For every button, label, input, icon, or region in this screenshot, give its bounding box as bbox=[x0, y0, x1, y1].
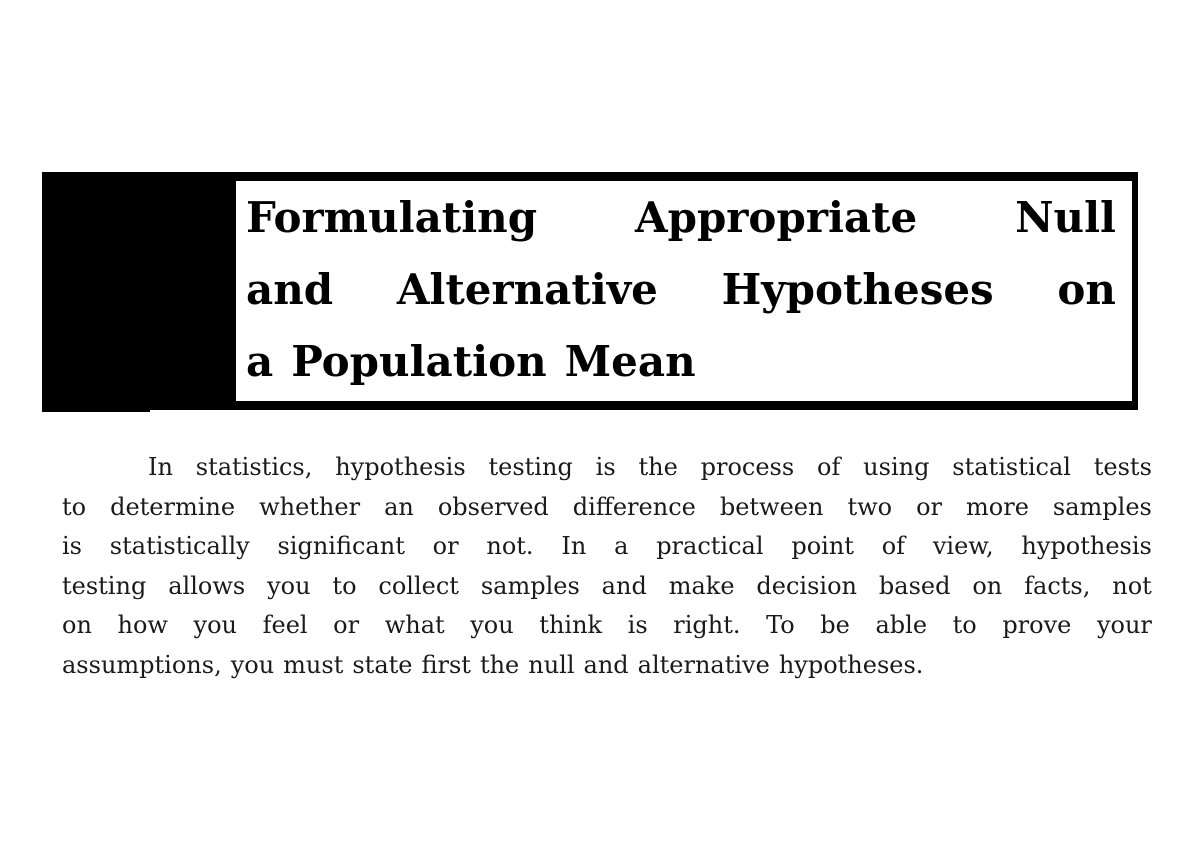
word: how bbox=[117, 611, 168, 639]
word: an bbox=[384, 492, 414, 521]
word: difference bbox=[572, 492, 696, 521]
word: point bbox=[791, 532, 854, 560]
word: is bbox=[595, 453, 616, 481]
word: Formulating bbox=[246, 193, 538, 242]
word: collect bbox=[378, 571, 459, 600]
paragraph-line-6 bbox=[62, 646, 1152, 686]
word: or bbox=[916, 492, 943, 521]
word: determine bbox=[110, 492, 236, 521]
word: testing bbox=[488, 453, 573, 481]
word: Null bbox=[1015, 193, 1116, 242]
word: you bbox=[267, 571, 311, 600]
word: not bbox=[1112, 571, 1152, 600]
word: or bbox=[333, 611, 360, 639]
word: what bbox=[384, 611, 445, 639]
paragraph-line-1 bbox=[62, 448, 1152, 488]
word: using bbox=[863, 453, 930, 481]
word: your bbox=[1096, 611, 1152, 639]
title-line-3 bbox=[246, 326, 1116, 398]
word: on bbox=[972, 571, 1003, 600]
word: hypothesis bbox=[1021, 532, 1152, 560]
word: Mean bbox=[564, 337, 696, 386]
word: you bbox=[193, 611, 238, 639]
word: hypothesis bbox=[335, 453, 466, 481]
word: In bbox=[148, 453, 173, 481]
word: statistically bbox=[109, 532, 250, 560]
word: statistics, bbox=[195, 453, 313, 481]
word: observed bbox=[437, 492, 549, 521]
word: the bbox=[479, 650, 520, 679]
word: decision bbox=[756, 571, 857, 600]
word: be bbox=[820, 611, 850, 639]
word: and bbox=[246, 265, 334, 314]
title-line-1 bbox=[246, 182, 1116, 254]
word: of bbox=[881, 532, 906, 560]
word: Appropriate bbox=[634, 193, 918, 242]
word: feel bbox=[262, 611, 308, 639]
word: between bbox=[719, 492, 824, 521]
word: Hypotheses bbox=[721, 265, 994, 314]
word: samples bbox=[480, 571, 580, 600]
word: alternative bbox=[637, 650, 770, 679]
word: To bbox=[766, 611, 795, 639]
word: a bbox=[246, 337, 274, 386]
word: on bbox=[62, 611, 92, 639]
word: think bbox=[539, 611, 603, 639]
word: and bbox=[601, 571, 647, 600]
word: right. bbox=[673, 611, 741, 639]
word: able bbox=[875, 611, 928, 639]
word: statistical bbox=[952, 453, 1071, 481]
word: the bbox=[638, 453, 678, 481]
word: to bbox=[62, 492, 87, 521]
word: make bbox=[668, 571, 735, 600]
word: first bbox=[421, 650, 471, 679]
word: based bbox=[878, 571, 951, 600]
title-line-2 bbox=[246, 254, 1116, 326]
word: tests bbox=[1093, 453, 1152, 481]
word: not. bbox=[486, 532, 534, 560]
word: or bbox=[432, 532, 459, 560]
word: allows bbox=[168, 571, 246, 600]
word: you bbox=[470, 611, 514, 639]
word: In bbox=[561, 532, 587, 560]
word: on bbox=[1057, 265, 1116, 314]
word: is bbox=[627, 611, 648, 639]
word: process bbox=[700, 453, 795, 481]
word: Population bbox=[291, 337, 547, 386]
paragraph-line-2 bbox=[62, 488, 1152, 528]
word: a bbox=[614, 532, 629, 560]
word: significant bbox=[277, 532, 405, 560]
word: to bbox=[332, 571, 357, 600]
word: prove bbox=[1002, 611, 1072, 639]
word: you bbox=[230, 650, 275, 679]
paragraph-line-3 bbox=[62, 527, 1152, 567]
word: more bbox=[966, 492, 1029, 521]
word: hypotheses. bbox=[778, 650, 924, 679]
word: and bbox=[583, 650, 629, 679]
word: view, bbox=[932, 532, 994, 560]
paragraph-line-4 bbox=[62, 567, 1152, 607]
word: facts, bbox=[1024, 571, 1091, 600]
intro-paragraph bbox=[62, 448, 1152, 685]
word: assumptions, bbox=[62, 650, 222, 679]
word: of bbox=[817, 453, 841, 481]
word: testing bbox=[62, 571, 147, 600]
word: two bbox=[847, 492, 893, 521]
paragraph-line-5 bbox=[62, 606, 1152, 646]
word: null bbox=[528, 650, 575, 679]
word: practical bbox=[656, 532, 764, 560]
word: state bbox=[352, 650, 413, 679]
word: whether bbox=[259, 492, 361, 521]
word: must bbox=[283, 650, 344, 679]
word: samples bbox=[1052, 492, 1152, 521]
word: to bbox=[952, 611, 977, 639]
word: Alternative bbox=[396, 265, 658, 314]
word: is bbox=[62, 532, 82, 560]
banner-underline bbox=[42, 409, 150, 412]
